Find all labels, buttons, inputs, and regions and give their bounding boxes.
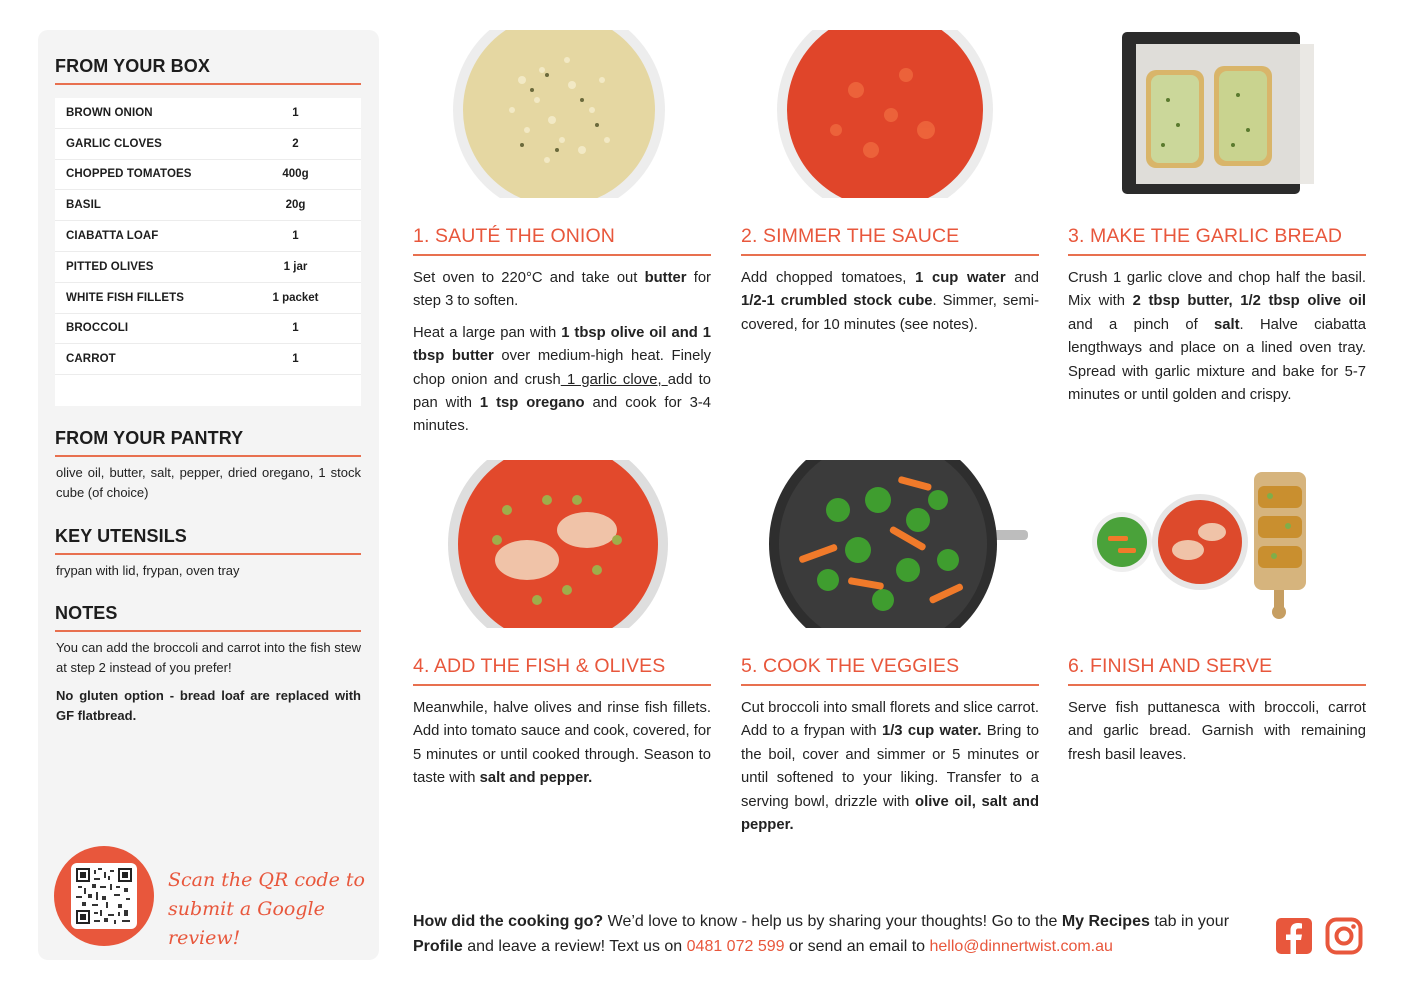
text: Set oven to 220°C and take out bbox=[413, 270, 645, 286]
step4-title: 4. ADD THE FISH & OLIVES bbox=[413, 655, 711, 686]
step5-photo bbox=[768, 460, 1030, 628]
text: Serve fish puttanesca with broccoli, carrot and garlic bread. Garnish with remaining fresh basil leaves. bbox=[1068, 700, 1366, 763]
step3-para1 bbox=[1068, 267, 1366, 407]
notes-heading: NOTES bbox=[55, 603, 361, 632]
bold-text: 1/3 cup water. bbox=[881, 723, 982, 740]
step1-body bbox=[413, 267, 711, 447]
garlic-bread-tray-image bbox=[1118, 30, 1316, 198]
step5-title: 5. COOK THE VEGGIES bbox=[741, 655, 1039, 686]
ingredient-name: GARLIC CLOVES bbox=[66, 137, 162, 150]
step3-title: 3. MAKE THE GARLIC BREAD bbox=[1068, 225, 1366, 256]
ingredients-sidebar bbox=[38, 30, 379, 960]
tomato-sauce-image bbox=[776, 30, 994, 198]
veggies-frypan-image bbox=[768, 460, 1030, 628]
table-row bbox=[55, 252, 361, 283]
qr-text-line1: Scan the QR code to bbox=[168, 869, 365, 891]
notes-text: You can add the broccoli and carrot into the fish stew at step 2 instead of you prefer! bbox=[56, 640, 361, 675]
table-row bbox=[55, 190, 361, 221]
step1-para1 bbox=[413, 267, 711, 314]
bold-text: 1 tbsp olive oil and 1 tbsp butter bbox=[413, 324, 711, 365]
text: over medium-high heat. Finely chop onion and crush bbox=[413, 348, 712, 388]
step4-body bbox=[413, 697, 711, 799]
qr-review-prompt bbox=[168, 866, 368, 953]
step1-para2 bbox=[413, 322, 711, 439]
text: . Simmer, semi-covered, for 10 minutes (see notes). bbox=[741, 293, 1039, 333]
ingredient-qty: 1 bbox=[292, 230, 299, 243]
text: and leave a review! Text us on bbox=[462, 938, 687, 955]
plated-meal-image bbox=[1088, 466, 1320, 620]
table-row bbox=[55, 160, 361, 191]
ingredient-name: WHITE FISH FILLETS bbox=[66, 291, 185, 304]
email-link[interactable]: hello@dinnertwist.com.au bbox=[929, 938, 1113, 955]
table-row bbox=[55, 221, 361, 252]
text: . Halve ciabatta lengthways and place on a lined oven tray. Spread with garlic mixture and bake for 5-7 minutes or until golden and crispy. bbox=[1068, 316, 1366, 404]
table-row bbox=[55, 129, 361, 160]
review-footer bbox=[413, 909, 1263, 959]
facebook-icon[interactable] bbox=[1275, 917, 1313, 955]
utensils-text: frypan with lid, frypan, oven tray bbox=[56, 563, 240, 578]
step6-body bbox=[1068, 697, 1366, 775]
table-row bbox=[55, 344, 361, 375]
step6-title: 6. FINISH AND SERVE bbox=[1068, 655, 1366, 686]
step5-body bbox=[741, 697, 1039, 845]
bold-text: olive oil, salt and pepper. bbox=[741, 793, 1039, 834]
ingredient-qty: 1 bbox=[292, 353, 299, 366]
qr-text-line2: submit a Google review! bbox=[168, 898, 325, 949]
ingredient-qty: 400g bbox=[282, 168, 309, 181]
bold-text: 1 tsp oregano bbox=[479, 395, 585, 412]
text: tab in your bbox=[1149, 913, 1230, 930]
bold-text: salt bbox=[1214, 316, 1240, 333]
bold-text: salt and pepper. bbox=[479, 770, 593, 787]
utensils-heading: KEY UTENSILS bbox=[55, 526, 361, 555]
instagram-icon[interactable] bbox=[1325, 917, 1363, 955]
step4-para1 bbox=[413, 697, 711, 791]
box-heading: FROM YOUR BOX bbox=[55, 56, 361, 85]
bold-text: butter bbox=[644, 270, 687, 286]
step2-body bbox=[741, 267, 1039, 345]
ingredient-qty: 1 bbox=[292, 106, 299, 119]
text: Crush 1 garlic clove and chop half the basil. Mix with bbox=[1068, 270, 1366, 310]
ingredient-name: PITTED OLIVES bbox=[66, 260, 154, 273]
notes-gluten-free: No gluten option - bread loaf are replaced with GF flatbread. bbox=[56, 688, 361, 723]
ingredient-name: CARROT bbox=[66, 353, 116, 366]
ingredient-qty: 20g bbox=[285, 199, 306, 212]
text: We’d love to know - help us by sharing your thoughts! Go to the bbox=[603, 913, 1062, 930]
ingredient-name: BROCCOLI bbox=[66, 322, 129, 335]
step3-body bbox=[1068, 267, 1366, 415]
table-row bbox=[55, 314, 361, 345]
ingredient-name: CHOPPED TOMATOES bbox=[66, 168, 192, 181]
fish-olives-image bbox=[447, 460, 669, 628]
step2-photo bbox=[776, 30, 994, 198]
ingredient-name: CIABATTA LOAF bbox=[66, 230, 159, 243]
step1-title: 1. SAUTÉ THE ONION bbox=[413, 225, 711, 256]
qr-code-badge[interactable] bbox=[54, 846, 154, 946]
step6-para1 bbox=[1068, 697, 1366, 767]
ingredient-qty: 1 jar bbox=[283, 260, 308, 273]
table-row bbox=[55, 283, 361, 314]
step3-photo bbox=[1118, 30, 1316, 198]
bold-text: 2 tbsp butter, 1/2 tbsp olive oil bbox=[1132, 293, 1366, 310]
text: add to pan with bbox=[413, 371, 712, 412]
pantry-heading: FROM YOUR PANTRY bbox=[55, 428, 361, 457]
text: and cook for 3-4 minutes. bbox=[413, 395, 711, 435]
text: Meanwhile, halve olives and rinse fish fillets. Add into tomato sauce and cook, covered, for 5 minutes or until cooked through. Season to taste with bbox=[413, 700, 711, 787]
step6-photo bbox=[1088, 466, 1320, 620]
pantry-text: olive oil, butter, salt, pepper, dried oregano, 1 stock cube (of choice) bbox=[56, 465, 361, 500]
text: Heat a large pan with bbox=[413, 324, 562, 341]
step2-para1 bbox=[741, 267, 1039, 337]
phone-link[interactable]: 0481 072 599 bbox=[686, 938, 785, 955]
underlined-text: 1 garlic clove, bbox=[560, 371, 668, 388]
box-ingredients-table bbox=[55, 98, 361, 406]
qr-code bbox=[71, 863, 137, 929]
step4-photo bbox=[447, 460, 669, 628]
qr-code-icon bbox=[76, 868, 132, 924]
bold-text: 1 cup water bbox=[915, 270, 1006, 286]
ingredient-qty: 1 bbox=[292, 322, 299, 335]
ingredient-qty: 2 bbox=[292, 137, 299, 150]
step1-photo bbox=[452, 30, 666, 198]
text: and bbox=[1005, 270, 1039, 286]
text: Bring to the boil, cover and simmer or 5 minutes or until softened to your liking. Transfer to a serving bowl, drizzle with bbox=[741, 723, 1039, 810]
ingredient-name: BROWN ONION bbox=[66, 106, 153, 119]
step2-title: 2. SIMMER THE SAUCE bbox=[741, 225, 1039, 256]
text: for step 3 to soften. bbox=[413, 270, 711, 310]
text: or send an email to bbox=[784, 938, 930, 955]
profile-label: Profile bbox=[413, 938, 463, 955]
footer-question: How did the cooking go? bbox=[413, 913, 604, 930]
bold-text: 1/2-1 crumbled stock cube bbox=[741, 293, 933, 310]
text: and a pinch of bbox=[1068, 316, 1215, 333]
ingredient-name: BASIL bbox=[66, 199, 101, 212]
onion-pan-image bbox=[452, 30, 666, 198]
my-recipes-label: My Recipes bbox=[1061, 913, 1150, 930]
step5-para1 bbox=[741, 697, 1039, 837]
ingredient-qty: 1 packet bbox=[272, 291, 319, 304]
text: Add chopped tomatoes, bbox=[741, 270, 916, 286]
table-row bbox=[55, 98, 361, 129]
text: Cut broccoli into small florets and slice carrot. Add to a frypan with bbox=[741, 700, 1039, 740]
